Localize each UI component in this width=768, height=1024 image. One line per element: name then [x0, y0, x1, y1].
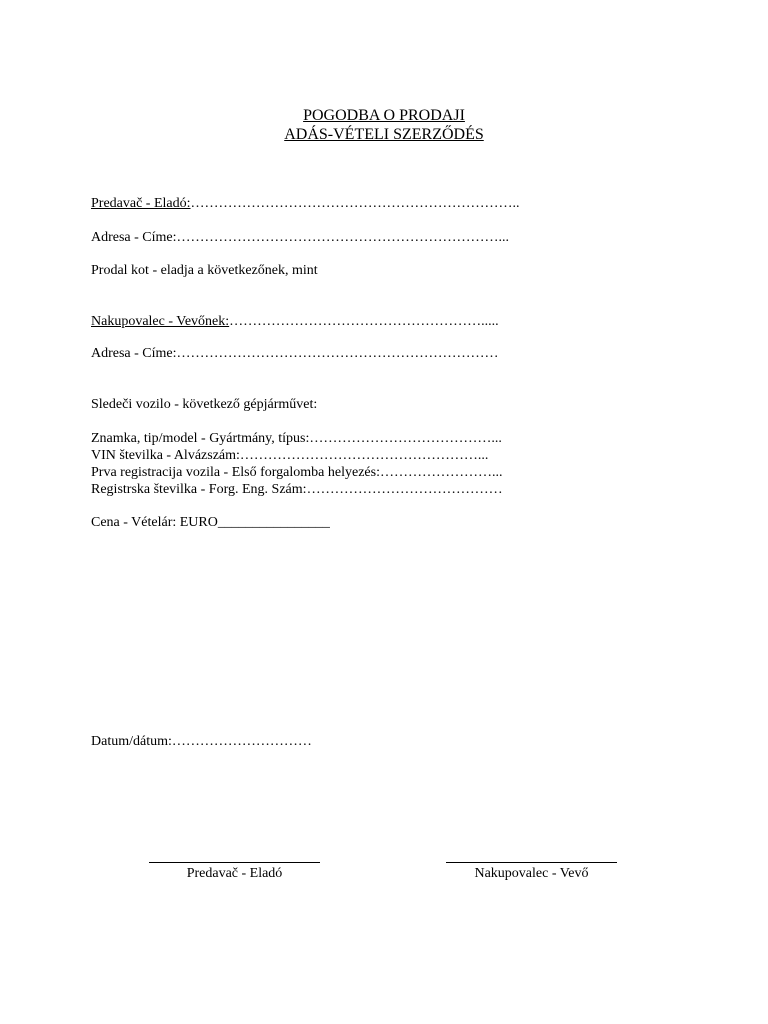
- first-registration-field: [91, 465, 502, 481]
- seller-fill-dots: ……………………………………………………………..: [190, 196, 520, 211]
- seller-address-field: [91, 230, 509, 246]
- price-label: Cena - Vételár: EURO: [91, 515, 218, 530]
- vin-label: VIN številka - Alvázszám:: [91, 448, 240, 463]
- title-line-2: ADÁS-VÉTELI SZERZŐDÉS: [284, 126, 484, 143]
- date-field: [91, 734, 312, 750]
- vin-field: [91, 448, 488, 464]
- first-registration-fill-dots: ……………………...: [379, 465, 503, 480]
- seller-signature-line: [149, 862, 320, 863]
- seller-signature-label: Predavač - Eladó: [186, 866, 283, 881]
- vin-fill-dots: ……………………………………………...: [239, 448, 489, 463]
- first-registration-label: Prva registracija vozila - Első forgalomba helyezés:: [91, 465, 380, 480]
- sold-to-text: Prodal kot - eladja a következőnek, mint: [91, 263, 318, 278]
- buyer-label: Nakupovalec - Vevőnek:: [91, 314, 230, 329]
- title-line-1: POGODBA O PRODAJI: [303, 107, 465, 124]
- date-label: Datum/dátum:: [91, 734, 172, 749]
- brand-label: Znamka, tip/model - Gyártmány, típus:: [91, 431, 310, 446]
- seller-field: [91, 196, 520, 212]
- brand-fill-dots: …………………………………...: [309, 431, 502, 446]
- brand-field: [91, 431, 502, 447]
- buyer-signature-label: Nakupovalec - Vevő: [474, 866, 589, 881]
- plate-field: [91, 482, 503, 498]
- date-fill-dots: …………………………: [171, 734, 312, 749]
- buyer-address-fill-dots: ……………………………………………………………: [176, 346, 499, 361]
- buyer-field: [91, 314, 499, 330]
- price-blank-line: ________________: [217, 515, 330, 530]
- plate-fill-dots: ……………………………………: [306, 482, 503, 497]
- seller-address-fill-dots: ……………………………………………………………...: [176, 230, 510, 245]
- seller-label: Predavač - Eladó:: [91, 196, 191, 211]
- buyer-address-field: [91, 346, 499, 362]
- price-field: [91, 515, 330, 531]
- buyer-signature-line: [446, 862, 617, 863]
- plate-label: Registrska številka - Forg. Eng. Szám:: [91, 482, 307, 497]
- seller-address-label: Adresa - Címe:: [91, 230, 177, 245]
- buyer-fill-dots: ……………………………………………….....: [229, 314, 499, 329]
- vehicle-intro: Sledeči vozilo - következő gépjárművet:: [91, 397, 318, 412]
- buyer-address-label: Adresa - Címe:: [91, 346, 177, 361]
